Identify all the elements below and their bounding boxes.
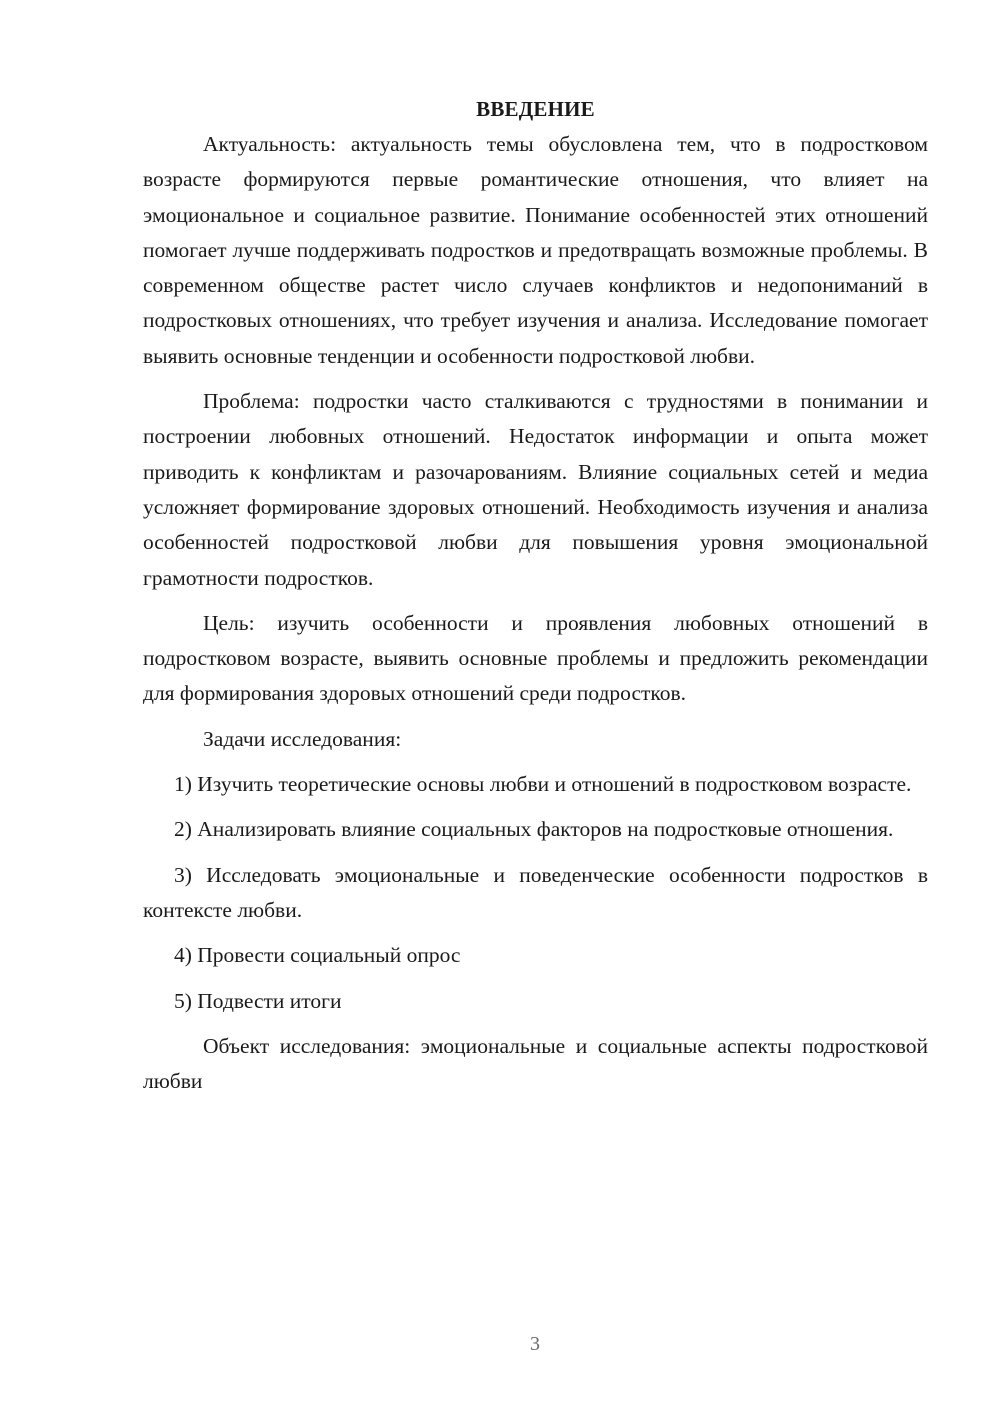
- page-number: 3: [530, 1333, 540, 1355]
- object-paragraph: Объект исследования: эмоциональные и социальные аспекты подростковой любви: [143, 1033, 928, 1094]
- problem-paragraph: Проблема: подростки часто сталкиваются с трудностями в понимании и построении любовных отношений. Недостаток информации и опыта может приводить к конфликтам и разочарованиям. Влияние социальных сетей и медиа усложняет формирование здоровых отношений. Необходимость изучения и анализа особенностей подростковой любви для повышения уровня эмоциональной грамотности подростков.: [143, 389, 928, 590]
- page-title: ВВЕДЕНИЕ: [476, 97, 595, 121]
- goal-paragraph: Цель: изучить особенности и проявления любовных отношений в подростковом возрасте, выявить основные проблемы и предложить рекомендации для формирования здоровых отношений среди подростков.: [143, 610, 928, 706]
- document-page: [143, 92, 928, 1109]
- task-item: 3) Исследовать эмоциональные и поведенческие особенности подростков в контексте любви.: [143, 862, 928, 922]
- task-item: 4) Провести социальный опрос: [174, 943, 461, 968]
- task-item: 5) Подвести итоги: [174, 988, 342, 1013]
- task-item: 1) Изучить теоретические основы любви и отношений в подростковом возрасте.: [174, 772, 912, 797]
- task-item: 2) Анализировать влияние социальных факторов на подростковые отношения.: [174, 817, 894, 842]
- relevance-paragraph: Актуальность: актуальность темы обусловлена тем, что в подростковом возрасте формируются первые романтические отношения, что влияет на эмоциональное и социальное развитие. Понимание особенностей этих отношений помогает лучше поддерживать подростков и предотвращать возможные проблемы. В современном обществе растет число случаев конфликтов и недопониманий в подростковых отношениях, что требует изучения и анализа. Исследование помогает выявить основные тенденции и особенности подростковой любви.: [143, 132, 928, 368]
- tasks-heading: Задачи исследования:: [203, 726, 402, 751]
